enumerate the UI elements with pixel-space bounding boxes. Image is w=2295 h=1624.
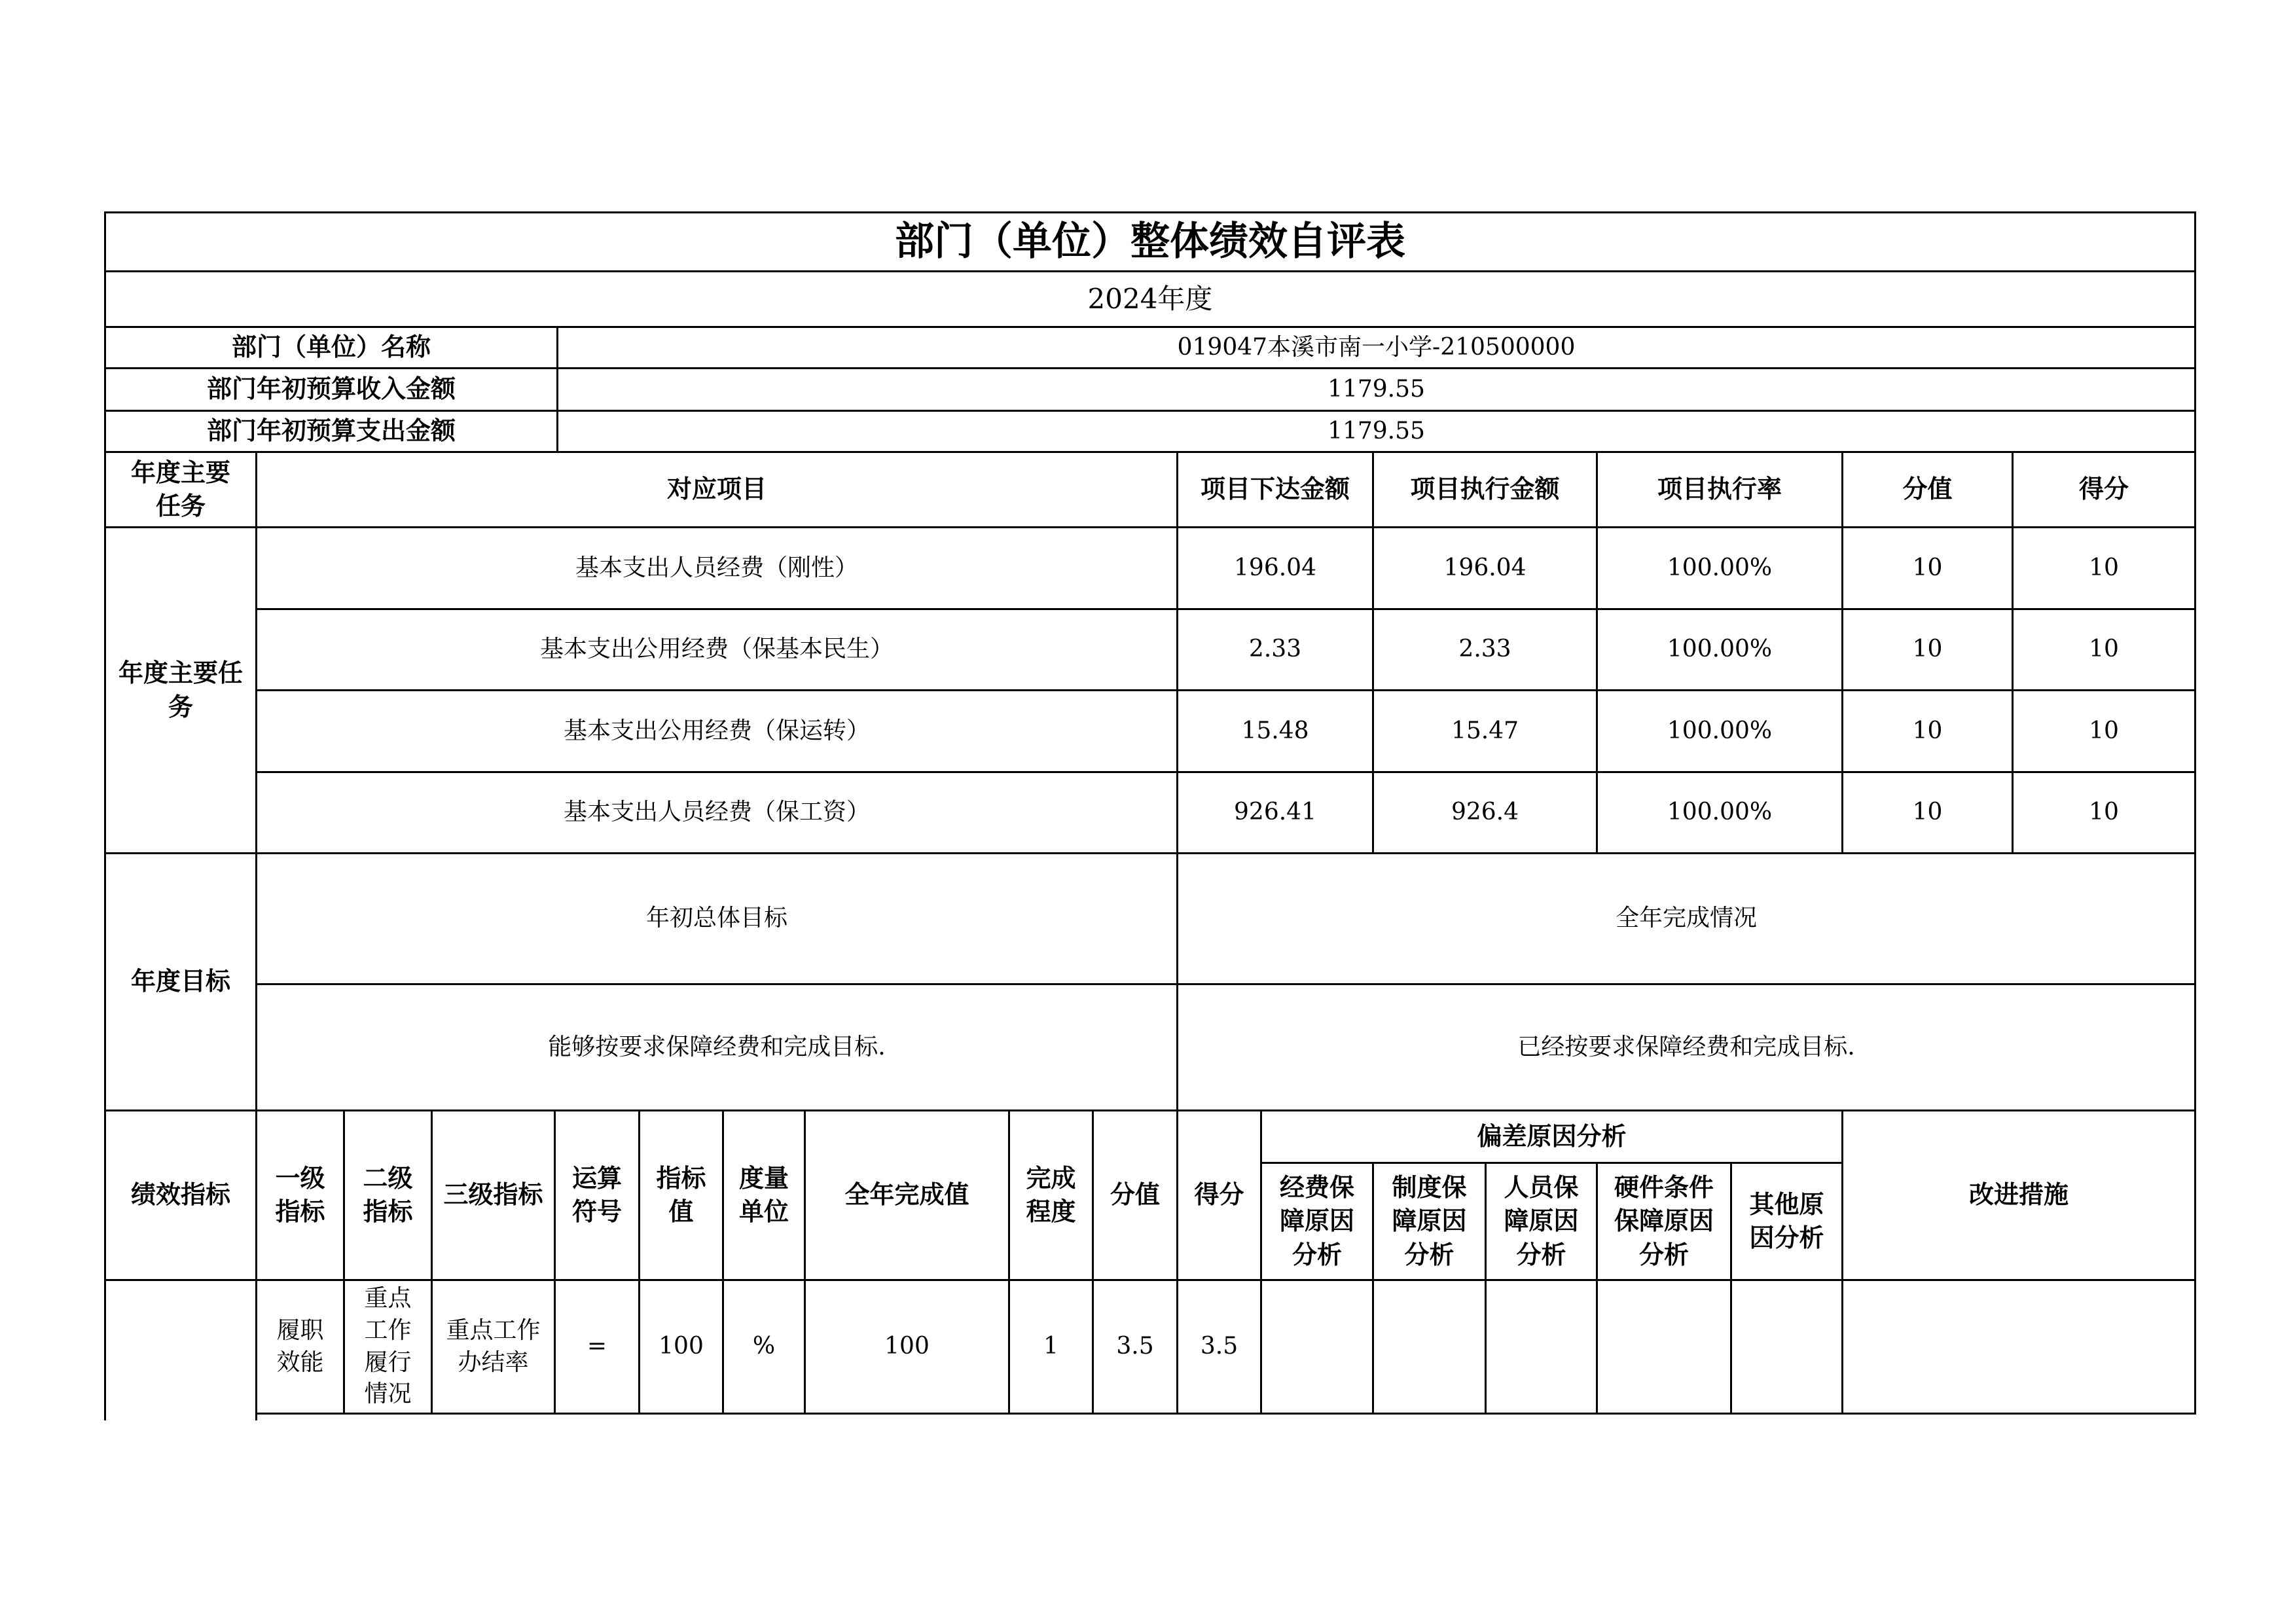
task-score-value: 10 (1841, 689, 2014, 773)
indicator-annual-value: 100 (804, 1279, 1010, 1415)
indicators-header-unit (722, 1110, 806, 1281)
tasks-header-score-value: 分值 (1841, 451, 2014, 528)
indicators-header-dev-other (1730, 1162, 1843, 1281)
indicators-header-level2 (343, 1110, 433, 1281)
year-label: 2024年度 (104, 270, 2196, 328)
goals-initial-header: 年初总体目标 (255, 852, 1178, 985)
indicators-header-score-value: 分值 (1092, 1110, 1178, 1281)
indicator-level1 (255, 1279, 345, 1415)
task-rate: 100.00% (1596, 526, 1843, 610)
indicator-level2 (343, 1279, 433, 1415)
goals-completion-header: 全年完成情况 (1176, 852, 2196, 985)
indicators-label: 绩效指标 (104, 1110, 257, 1281)
tasks-header-rate: 项目执行率 (1596, 451, 1843, 528)
tasks-header-allocated: 项目下达金额 (1176, 451, 1374, 528)
income-value: 1179.55 (556, 367, 2196, 412)
tasks-header-executed: 项目执行金额 (1372, 451, 1598, 528)
task-project: 基本支出公用经费（保基本民生） (255, 608, 1178, 691)
income-label: 部门年初预算收入金额 (104, 367, 558, 412)
dept-name-value: 019047本溪市南一小学-210500000 (556, 326, 2196, 369)
indicators-header-dev-system-text: 制度保障原因分析 (1392, 1173, 1467, 1269)
indicator-target: 100 (638, 1279, 724, 1415)
indicators-header-deviation: 偏差原因分析 (1260, 1110, 1843, 1164)
indicator-level3-text: 重点工作办结率 (446, 1316, 541, 1376)
task-rate: 100.00% (1596, 771, 1843, 854)
task-allocated: 15.48 (1176, 689, 1374, 773)
task-allocated: 926.41 (1176, 771, 1374, 854)
tasks-section-label-text: 年度主要任务 (118, 659, 243, 721)
task-score: 10 (2012, 608, 2196, 691)
indicator-dev-hardware (1596, 1279, 1732, 1415)
dept-name-label: 部门（单位）名称 (104, 326, 558, 369)
task-executed: 2.33 (1372, 608, 1598, 691)
indicators-header-annual-value: 全年完成值 (804, 1110, 1010, 1281)
indicator-score: 3.5 (1176, 1279, 1262, 1415)
expense-value: 1179.55 (556, 410, 2196, 453)
expense-label: 部门年初预算支出金额 (104, 410, 558, 453)
indicators-header-dev-funding-text: 经费保障原因分析 (1279, 1173, 1354, 1269)
indicators-header-dev-personnel (1485, 1162, 1598, 1281)
indicator-level1-text: 履职效能 (276, 1316, 324, 1376)
task-project: 基本支出公用经费（保运转） (255, 689, 1178, 773)
tasks-header-score: 得分 (2012, 451, 2196, 528)
goals-completion-text: 已经按要求保障经费和完成目标. (1176, 983, 2196, 1111)
indicators-header-dev-funding (1260, 1162, 1374, 1281)
indicators-header-score: 得分 (1176, 1110, 1262, 1281)
indicators-header-dev-personnel-text: 人员保障原因分析 (1504, 1173, 1579, 1269)
tasks-header-task (104, 451, 257, 528)
task-score: 10 (2012, 771, 2196, 854)
indicator-operator: = (554, 1279, 640, 1415)
indicators-header-improvement: 改进措施 (1841, 1110, 2196, 1281)
indicator-dev-other (1730, 1279, 1843, 1415)
indicator-level2-text: 重点工作履行情况 (364, 1285, 412, 1408)
task-score-value: 10 (1841, 771, 2014, 854)
indicators-header-completion-text: 完成程度 (1026, 1163, 1076, 1226)
indicator-dev-system (1372, 1279, 1487, 1415)
task-project: 基本支出人员经费（刚性） (255, 526, 1178, 610)
goals-initial-text: 能够按要求保障经费和完成目标. (255, 983, 1178, 1111)
goals-label: 年度目标 (104, 852, 257, 1111)
indicator-completion: 1 (1008, 1279, 1094, 1415)
indicator-level3 (431, 1279, 556, 1415)
task-rate: 100.00% (1596, 608, 1843, 691)
indicators-header-level2-text: 二级指标 (363, 1163, 413, 1226)
task-executed: 926.4 (1372, 771, 1598, 854)
indicators-header-completion (1008, 1110, 1094, 1281)
task-score-value: 10 (1841, 608, 2014, 691)
page-title: 部门（单位）整体绩效自评表 (104, 211, 2196, 272)
indicators-header-operator-text: 运算符号 (571, 1163, 622, 1226)
task-score: 10 (2012, 689, 2196, 773)
indicator-unit: % (722, 1279, 806, 1415)
indicators-header-level1 (255, 1110, 345, 1281)
indicators-group-label (104, 1279, 257, 1420)
tasks-section-label (104, 526, 257, 854)
indicators-header-level1-text: 一级指标 (275, 1163, 325, 1226)
indicators-header-dev-hardware-text: 硬件条件保障原因分析 (1614, 1173, 1714, 1269)
indicator-dev-funding (1260, 1279, 1374, 1415)
tasks-header-project: 对应项目 (255, 451, 1178, 528)
indicators-header-dev-other-text: 其他原因分析 (1749, 1189, 1824, 1252)
indicators-header-target-text: 指标值 (656, 1163, 706, 1226)
task-score: 10 (2012, 526, 2196, 610)
row-continuation-rule (255, 1413, 257, 1420)
indicator-score-value: 3.5 (1092, 1279, 1178, 1415)
task-allocated: 196.04 (1176, 526, 1374, 610)
task-allocated: 2.33 (1176, 608, 1374, 691)
task-executed: 196.04 (1372, 526, 1598, 610)
tasks-header-task-text: 年度主要任务 (130, 458, 230, 520)
task-project: 基本支出人员经费（保工资） (255, 771, 1178, 854)
indicators-header-unit-text: 度量单位 (738, 1163, 789, 1226)
task-rate: 100.00% (1596, 689, 1843, 773)
indicator-dev-personnel (1485, 1279, 1598, 1415)
indicator-improvement (1841, 1279, 2196, 1415)
self-evaluation-table (104, 211, 2196, 1420)
indicators-header-dev-system (1372, 1162, 1487, 1281)
task-executed: 15.47 (1372, 689, 1598, 773)
indicators-header-operator (554, 1110, 640, 1281)
indicators-header-target (638, 1110, 724, 1281)
task-score-value: 10 (1841, 526, 2014, 610)
indicators-header-dev-hardware (1596, 1162, 1732, 1281)
indicators-header-level3: 三级指标 (431, 1110, 556, 1281)
